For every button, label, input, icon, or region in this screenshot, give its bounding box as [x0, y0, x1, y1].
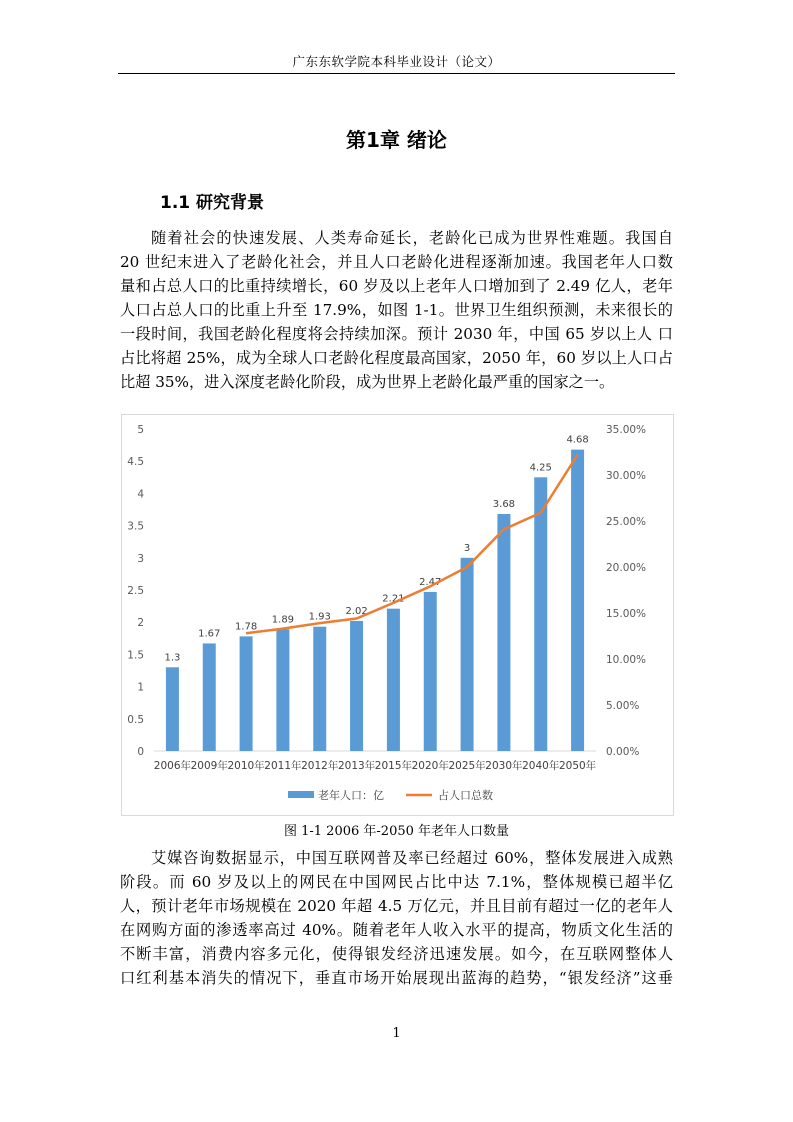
x-tick-label: 2025年 — [448, 760, 486, 772]
y-left-tick-label: 2 — [137, 617, 144, 630]
figure-chart — [121, 414, 674, 816]
bar-data-label: 2.02 — [345, 605, 368, 617]
y-left-tick-label: 0.5 — [127, 713, 144, 726]
bar-data-label: 3 — [463, 542, 471, 554]
chart-bar — [387, 609, 400, 751]
paragraph-line: 量和占总人口的比重持续增长，60 岁及以上老年人口增加到了 2.49 亿人，老年 — [120, 277, 673, 295]
paragraph-line: 在网购方面的渗透率高过 40%。随着老年人收入水平的提高，物质文化生活的 — [120, 921, 673, 939]
y-left-tick-label: 0 — [137, 746, 144, 758]
chart-bar — [166, 667, 179, 751]
bar-data-label: 1.89 — [271, 614, 295, 626]
paragraph-market — [120, 846, 673, 990]
x-tick-label: 2050年 — [558, 760, 597, 772]
chapter-title: 第1章 绪论 — [346, 128, 447, 152]
bar-data-label: 1.78 — [234, 621, 258, 633]
chart-bar — [276, 629, 289, 751]
y-left-tick-label: 2.5 — [127, 585, 144, 597]
y-right-tick-label: 20.00% — [606, 562, 647, 574]
chart-bar — [313, 627, 326, 751]
figure-caption: 图 1-1 2006 年-2050 年老年人口数量 — [283, 824, 510, 839]
chart-bar — [534, 477, 547, 751]
x-tick-label: 2010年 — [227, 760, 265, 772]
header-rule — [118, 73, 675, 74]
y-right-tick-label: 35.00% — [606, 424, 647, 436]
y-left-tick-label: 4.5 — [127, 456, 144, 469]
chart-bar — [424, 592, 437, 751]
paragraph-line: 阶段。而 60 岁及以上的网民在中国网民占比中达 7.1%，整体规模已超半亿 — [120, 873, 673, 891]
paragraph-line: 不断丰富，消费内容多元化，使得银发经济迅速发展。如今，在互联网整体人 — [120, 945, 673, 963]
chart-bar — [240, 636, 253, 751]
y-right-tick-label: 25.00% — [606, 516, 647, 528]
paragraph-line: 比超 35%，进入深度老龄化阶段，成为世界上老龄化最严重的国家之一。 — [120, 373, 615, 391]
legend-label-line: 占人口总数 — [438, 789, 493, 802]
x-tick-label: 2012年 — [301, 760, 339, 772]
paragraph-line: 口红利基本消失的情况下，垂直市场开始展现出蓝海的趋势，“银发经济”这垂 — [120, 969, 673, 987]
paragraph-line: 艾媒咨询数据显示，中国互联网普及率已经超过 60%，整体发展进入成熟 — [151, 849, 673, 867]
page-number: 1 — [392, 1026, 401, 1041]
y-right-tick-label: 5.00% — [606, 700, 640, 712]
bar-data-label: 1.93 — [308, 611, 331, 623]
x-tick-label: 2040年 — [522, 760, 560, 772]
y-left-tick-label: 3 — [137, 552, 144, 565]
x-tick-label: 2013年 — [337, 760, 376, 772]
paragraph-background — [120, 226, 673, 394]
x-tick-label: 2009年 — [190, 760, 228, 772]
bar-data-label: 2.47 — [419, 576, 442, 588]
line-series-share — [246, 455, 578, 633]
paragraph-line: 人口占总人口的比重上升至 17.9%，如图 1-1。世界卫生组织预测，未来很长的 — [120, 301, 673, 319]
paragraph-line: 随着社会的快速发展、人类寿命延长，老龄化已成为世界性难题。我国自 — [151, 229, 673, 247]
running-header: 广东东软学院本科毕业设计（论文） — [292, 54, 501, 69]
bar-data-label: 3.68 — [492, 499, 516, 511]
y-right-tick-label: 30.00% — [606, 470, 647, 482]
paragraph-line: 占比将超 25%，成为全球人口老龄化程度最高国家，2050 年，60 岁以上人口占 — [120, 349, 673, 367]
bar-data-label: 4.68 — [566, 434, 589, 446]
chart-bar — [571, 450, 584, 751]
y-left-tick-label: 3.5 — [127, 520, 144, 533]
y-right-tick-label: 10.00% — [606, 654, 647, 666]
bar-data-label: 4.25 — [529, 462, 552, 474]
bar-data-label: 1.3 — [164, 652, 181, 664]
chart-bar — [350, 621, 363, 751]
y-left-tick-label: 5 — [137, 424, 144, 436]
x-tick-label: 2006年 — [153, 760, 192, 772]
x-tick-label: 2020年 — [411, 760, 449, 772]
paragraph-line: 20 世纪末进入了老龄化社会，并且人口老龄化进程逐渐加速。我国老年人口数 — [120, 253, 673, 271]
section-title: 1.1 研究背景 — [160, 193, 265, 213]
bar-data-label: 1.67 — [198, 628, 221, 640]
chart-bar — [203, 643, 216, 751]
chart-bar — [497, 514, 510, 751]
y-left-tick-label: 4 — [137, 488, 144, 501]
chart-bar — [461, 558, 474, 751]
y-right-tick-label: 0.00% — [606, 746, 640, 758]
legend-swatch-bars — [288, 791, 314, 798]
y-left-tick-label: 1 — [137, 681, 144, 694]
y-left-tick-label: 1.5 — [127, 649, 144, 662]
paragraph-line: 一段时间，我国老龄化程度将会持续加深。预计 2030 年，中国 65 岁以上人 口 — [120, 325, 673, 343]
bar-data-label: 2.21 — [382, 593, 405, 605]
paragraph-line: 人，预计老年市场规模在 2020 年超 4.5 万亿元，并且目前有超过一亿的老年人 — [120, 897, 673, 915]
x-tick-label: 2015年 — [374, 760, 413, 772]
x-tick-label: 2011年 — [264, 760, 302, 772]
y-right-tick-label: 15.00% — [606, 608, 647, 620]
legend-label-bars: 老年人口：亿 — [318, 789, 384, 802]
x-tick-label: 2030年 — [485, 760, 523, 772]
chart-svg — [122, 415, 673, 815]
